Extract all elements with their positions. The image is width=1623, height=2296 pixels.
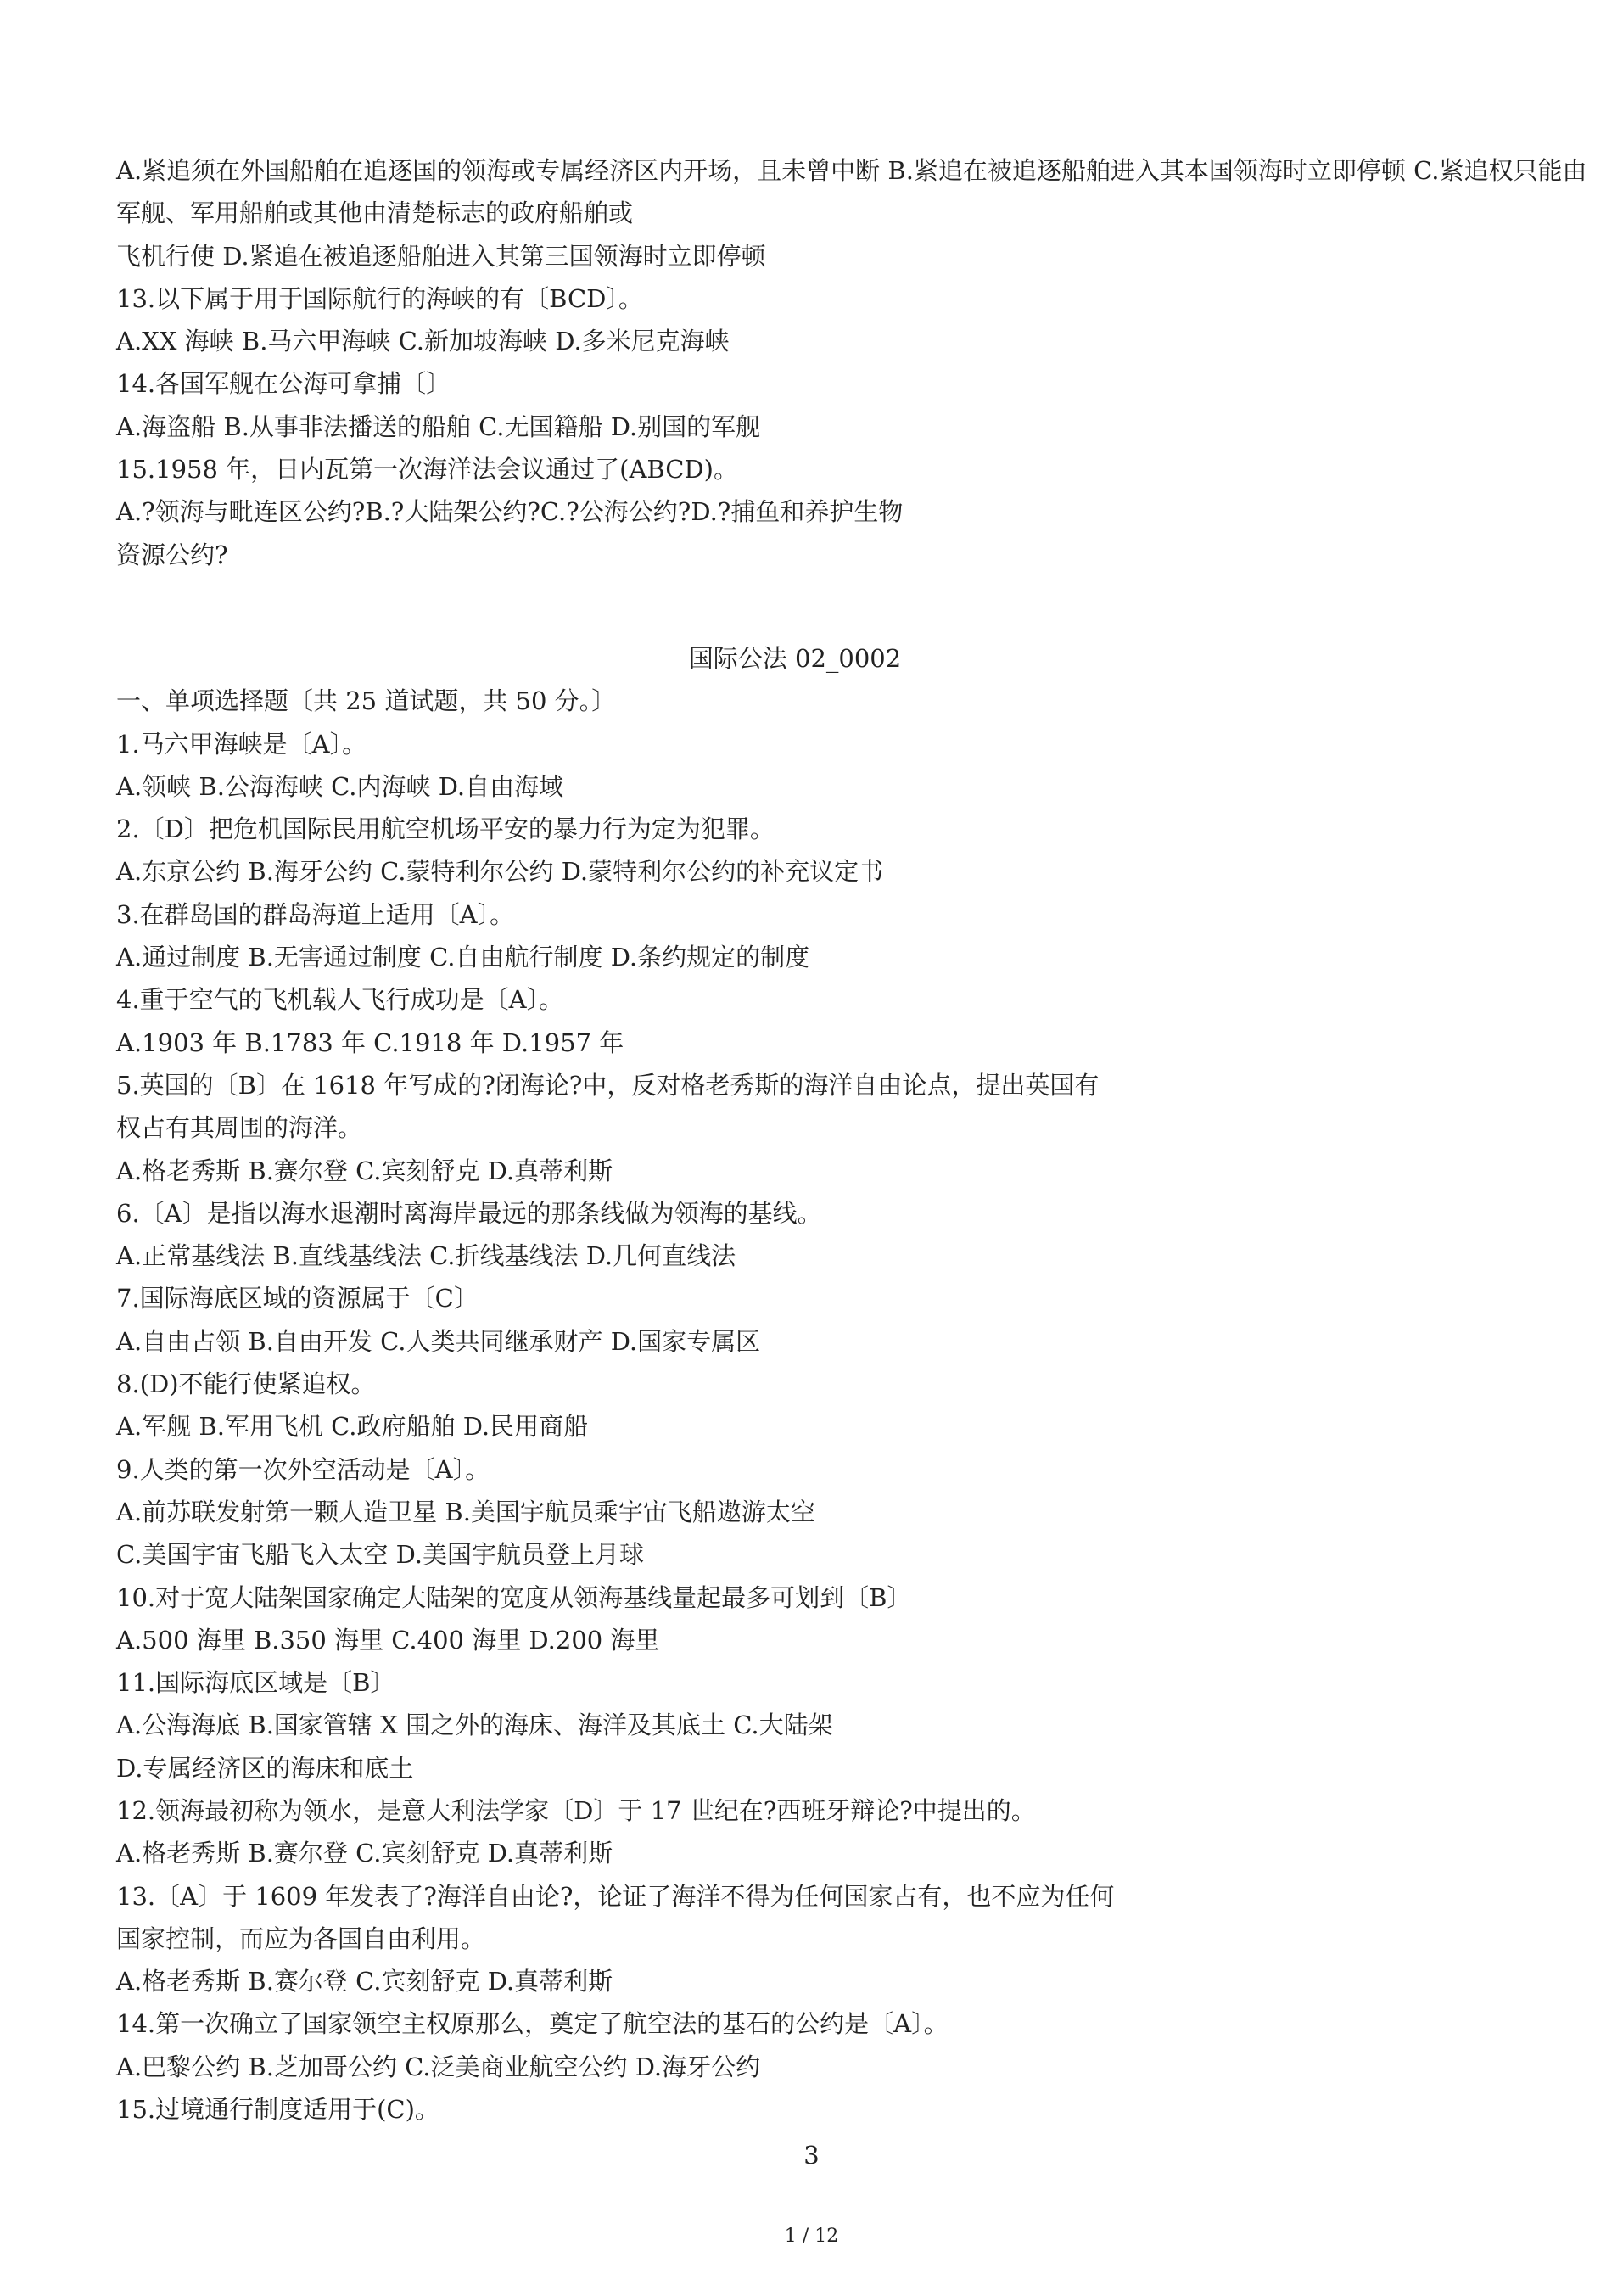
text-line: A.前苏联发射第一颗人造卫星 B.美国宇航员乘宇宙飞船遨游太空 bbox=[116, 1497, 815, 1526]
text-line: 15.过境通行制度适用于(C)。 bbox=[116, 2095, 439, 2125]
text-line: A.公海海底 B.国家管辖 X 围之外的海床、海洋及其底土 C.大陆架 bbox=[116, 1711, 833, 1740]
text-line: A.巴黎公约 B.芝加哥公约 C.泛美商业航空公约 D.海牙公约 bbox=[116, 2052, 761, 2081]
page-indicator: 1 / 12 bbox=[784, 2226, 839, 2247]
text-line: 9.人类的第一次外空活动是〔A〕。 bbox=[116, 1454, 490, 1484]
text-line: A.领峡 B.公海海峡 C.内海峡 D.自由海域 bbox=[116, 771, 564, 801]
text-line: A.军舰 B.军用飞机 C.政府船舶 D.民用商船 bbox=[116, 1412, 589, 1442]
previous-section-lines bbox=[116, 149, 1592, 576]
text-line: 一、单项选择题〔共 25 道试题，共 50 分。〕 bbox=[116, 686, 617, 716]
document-body bbox=[116, 149, 1592, 2131]
text-line: A.500 海里 B.350 海里 C.400 海里 D.200 海里 bbox=[116, 1625, 660, 1655]
text-line: 6.〔A〕是指以海水退潮时离海岸最远的那条线做为领海的基线。 bbox=[116, 1198, 822, 1228]
text-line: 12.领海最初称为领水，是意大利法学家〔D〕于 17 世纪在?西班牙辩论?中提出的。 bbox=[116, 1795, 1036, 1825]
text-line: 8.(D)不能行使紧追权。 bbox=[116, 1369, 376, 1399]
page-number: 3 bbox=[803, 2141, 820, 2170]
section-question-lines bbox=[116, 680, 1592, 2131]
text-line: 7.国际海底区域的资源属于〔C〕 bbox=[116, 1284, 479, 1313]
text-line: 13.〔A〕于 1609 年发表了?海洋自由论?，论证了海洋不得为任何国家占有，也不应为任何 bbox=[116, 1881, 1115, 1911]
text-line: A.海盗船 B.从事非法播送的船舶 C.无国籍船 D.别国的军舰 bbox=[116, 412, 761, 441]
text-line: A.格老秀斯 B.赛尔登 C.宾刻舒克 D.真蒂利斯 bbox=[116, 1156, 613, 1185]
text-line: C.美国宇宙飞船飞入太空 D.美国宇航员登上月球 bbox=[116, 1540, 645, 1570]
text-line: 4.重于空气的飞机载人飞行成功是〔A〕。 bbox=[116, 985, 564, 1015]
text-line: 资源公约? bbox=[116, 540, 228, 569]
text-line: 5.英国的〔B〕在 1618 年写成的?闭海论?中，反对格老秀斯的海洋自由论点，提出英国有 bbox=[116, 1070, 1100, 1100]
text-line: A.1903 年 B.1783 年 C.1918 年 D.1957 年 bbox=[116, 1028, 624, 1057]
text-line: 1.马六甲海峡是〔A〕。 bbox=[116, 729, 367, 759]
text-line: 2.〔D〕把危机国际民用航空机场平安的暴力行为定为犯罪。 bbox=[116, 815, 775, 844]
text-line: 14.第一次确立了国家领空主权原那么，奠定了航空法的基石的公约是〔A〕。 bbox=[116, 2009, 949, 2039]
text-line: A.?领海与毗连区公约?B.?大陆架公约?C.?公海公约?D.?捕鱼和养护生物 bbox=[116, 497, 904, 527]
text-line: A.通过制度 B.无害通过制度 C.自由航行制度 D.条约规定的制度 bbox=[116, 943, 810, 972]
section-gap bbox=[116, 576, 1592, 637]
text-line: 国家控制，而应为各国自由利用。 bbox=[116, 1924, 486, 1953]
text-line: 权占有其周围的海洋。 bbox=[116, 1113, 363, 1143]
text-line: A.自由占领 B.自由开发 C.人类共同继承财产 D.国家专属区 bbox=[116, 1326, 761, 1356]
text-line: A.东京公约 B.海牙公约 C.蒙特利尔公约 D.蒙特利尔公约的补充议定书 bbox=[116, 857, 884, 887]
section-title: 国际公法 02_0002 bbox=[688, 643, 902, 673]
text-line: 11.国际海底区域是〔B〕 bbox=[116, 1668, 395, 1698]
text-line: 15.1958 年，日内瓦第一次海洋法会议通过了(ABCD)。 bbox=[116, 455, 739, 484]
text-line: A.格老秀斯 B.赛尔登 C.宾刻舒克 D.真蒂利斯 bbox=[116, 1967, 613, 1996]
text-line: 13.以下属于用于国际航行的海峡的有〔BCD〕。 bbox=[116, 283, 643, 313]
text-line: A.紧追须在外国船舶在追逐国的领海或专属经济区内开场，且未曾中断 B.紧追在被追逐船舶进入其本国领海时立即停顿 C.紧追权只能由军舰、军用船舶或其他由清楚标志的政府船舶或 bbox=[116, 156, 1587, 228]
text-line: 3.在群岛国的群岛海道上适用〔A〕。 bbox=[116, 899, 515, 929]
text-line: A.XX 海峡 B.马六甲海峡 C.新加坡海峡 D.多米尼克海峡 bbox=[116, 327, 730, 356]
text-line: D.专属经济区的海床和底土 bbox=[116, 1753, 414, 1783]
text-line: 飞机行使 D.紧追在被追逐船舶进入其第三国领海时立即停顿 bbox=[116, 241, 766, 271]
text-line: A.正常基线法 B.直线基线法 C.折线基线法 D.几何直线法 bbox=[116, 1241, 736, 1271]
text-line: 10.对于宽大陆架国家确定大陆架的宽度从领海基线量起最多可划到〔B〕 bbox=[116, 1582, 912, 1612]
text-line: 14.各国军舰在公海可拿捕〔〕 bbox=[116, 369, 451, 399]
text-line: A.格老秀斯 B.赛尔登 C.宾刻舒克 D.真蒂利斯 bbox=[116, 1839, 613, 1868]
